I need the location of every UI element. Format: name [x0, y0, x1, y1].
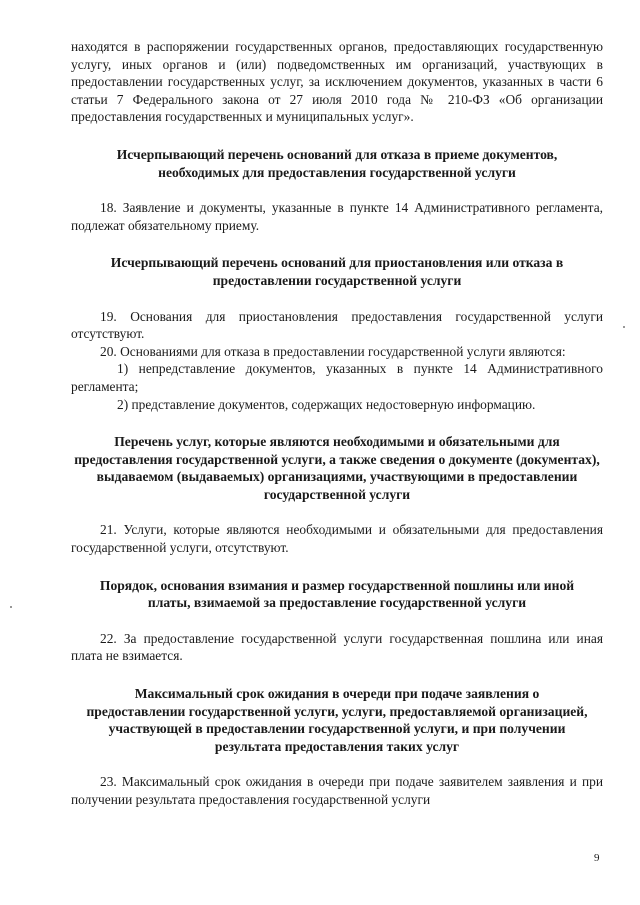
heading-refusal-acceptance: Исчерпывающий перечень оснований для отказа в приеме документов, необходимых для предоставления государственной услуги	[116, 146, 558, 180]
page-number: 9	[594, 852, 600, 864]
heading-necessary-services: Перечень услуг, которые являются необходимыми и обязательными для предоставления государственной услуги, а также сведения о документе (документах), выдаваемом (выдаваемых) организациями, участвующими в предоставлении государственной услуги	[74, 434, 600, 502]
paragraph-18: 18. Заявление и документы, указанные в пункте 14 Административного регламента, подлежат обязательному приему.	[71, 200, 603, 233]
paragraph-22: 22. За предоставление государственной услуги государственная пошлина или иная плата не взимается.	[71, 630, 603, 664]
heading-state-duty: Порядок, основания взимания и размер государственной пошлины или иной платы, взимаемой за предоставление государственной услуги	[99, 577, 575, 611]
intro-paragraph: находятся в распоряжении государственных органов, предоставляющих государственную услугу, иных органов и (или) подведомственных им организаций, участвующих в предоставлении государственных услуг, за исключением документов, указанных в части 6 статьи 7 Федерального закона от 27 июля 2010 года № 210-ФЗ «Об организации предоставления государственных и муниципальных услуг».	[71, 39, 603, 125]
paragraph-23: 23. Максимальный срок ожидания в очереди при подаче заявителем заявления и при получении результата предоставления государственной услуги	[71, 774, 603, 807]
paragraph-20: 20. Основаниями для отказа в предоставлении государственной услуги являются:	[100, 343, 566, 359]
document-page	[71, 38, 603, 809]
scan-speck	[10, 606, 12, 608]
list-item-2: 2) представление документов, содержащих недостоверную информацию.	[117, 396, 536, 412]
heading-suspension-refusal: Исчерпывающий перечень оснований для приостановления или отказа в предоставлении государственной услуги	[110, 255, 564, 288]
list-item-1: 1) непредставление документов, указанных в пункте 14 Административного регламента;	[71, 361, 603, 394]
paragraph-21: 21. Услуги, которые являются необходимыми и обязательными для предоставления государственной услуги, отсутствуют.	[71, 522, 603, 556]
paragraph-19: 19. Основания для приостановления предоставления государственной услуги отсутствуют.	[71, 308, 603, 342]
heading-max-waiting-time: Максимальный срок ожидания в очереди при подаче заявления о предоставлении государственной услуги, услуги, предоставляемой организацией, участвующей в предоставлении государственной услуги, и при получении результата предоставления таких услуг	[86, 686, 588, 754]
scan-speck	[623, 326, 625, 328]
